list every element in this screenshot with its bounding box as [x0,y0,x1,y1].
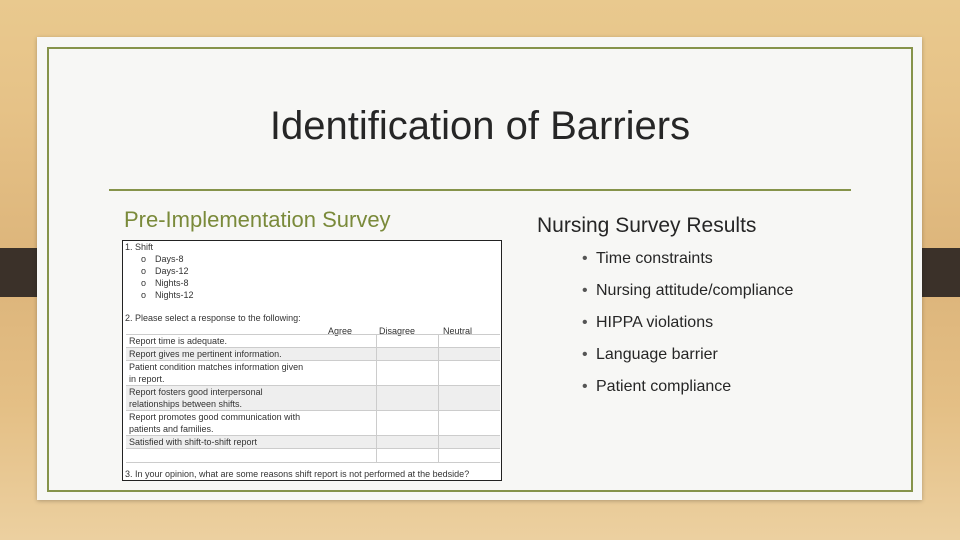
table-row: Report time is adequate. [126,335,500,348]
left-heading: Pre-Implementation Survey [124,207,391,232]
survey-q3: 3. In your opinion, what are some reasons shift report is not performed at the bedside? [125,469,470,479]
shift-option: o Nights-12 [141,290,194,300]
shift-option: o Nights-8 [141,278,189,288]
column-header: Agree [328,326,353,336]
list-item: • Time constraints [582,250,793,282]
list-item: • Nursing attitude/compliance [582,282,793,314]
slide-title: Identification of Barriers [269,104,691,148]
right-heading: Nursing Survey Results [537,214,757,237]
table-row: Report fosters good interpersonal relationships between shifts. [126,386,500,411]
list-item: • Language barrier [582,346,793,378]
table-row: Patient condition matches information given in report. [126,361,500,386]
survey-image [122,240,502,481]
table-row: Report promotes good communication with patients and families. [126,411,500,436]
results-list [582,250,793,410]
table-row: Report gives me pertinent information. [126,348,500,361]
column-header: Neutral [443,326,473,336]
bullet-icon: • [582,282,588,299]
bullet-icon: • [582,378,588,395]
bullet-icon: • [582,346,588,363]
shift-option: o Days-12 [141,266,189,276]
bullet-icon: • [582,314,588,331]
list-item: • Patient compliance [582,378,793,410]
survey-table [126,334,500,463]
table-row [126,449,500,463]
bullet-icon: • [582,250,588,267]
survey-q2: 2. Please select a response to the following: [125,313,301,323]
list-item: • HIPPA violations [582,314,793,346]
title-divider [109,189,851,191]
column-header: Disagree [379,326,416,336]
shift-option: o Days-8 [141,254,184,264]
survey-q1: 1. Shift [125,242,154,252]
table-row: Satisfied with shift-to-shift report [126,436,500,449]
